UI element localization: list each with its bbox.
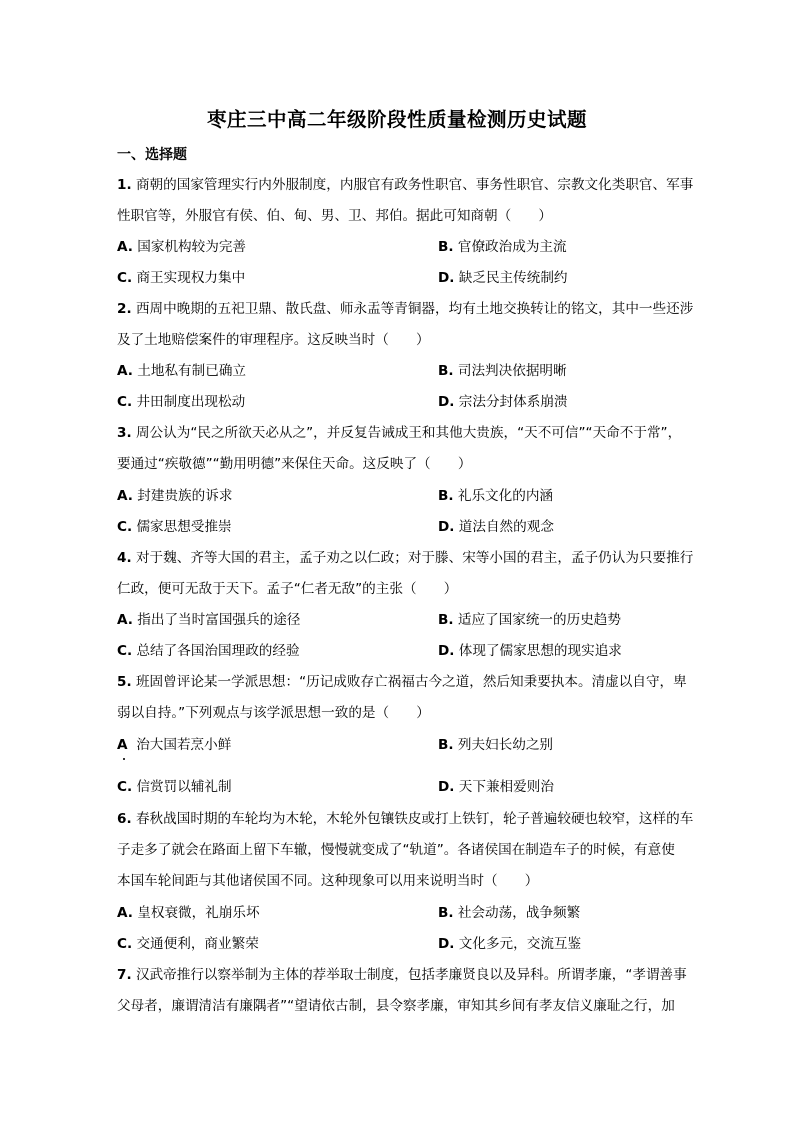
question-line xyxy=(117,418,707,449)
option-label: B. xyxy=(438,488,454,504)
option-label: A. xyxy=(117,612,133,628)
option-b[interactable] xyxy=(438,605,621,636)
option-label: A. xyxy=(117,239,133,255)
option-label: D. xyxy=(438,394,455,410)
question-line xyxy=(117,960,707,991)
question-1 xyxy=(117,170,707,232)
question-line xyxy=(117,543,707,574)
option-label: D. xyxy=(438,643,455,659)
option-c[interactable] xyxy=(117,263,245,294)
option-label: C. xyxy=(117,394,133,410)
option-text: 宗法分封体系崩溃 xyxy=(458,394,568,410)
section-heading: 一、选择题 xyxy=(117,147,187,163)
option-label: B. xyxy=(438,363,454,379)
option-b[interactable] xyxy=(438,356,567,387)
option-text: 儒家思想受推崇 xyxy=(136,519,232,535)
option-text: 交通便利，商业繁荣 xyxy=(136,936,259,952)
question-text: 汉武帝推行以察举制为主体的荐举取士制度，包括孝廉贤良以及异科。所谓孝廉，“孝谓善事 xyxy=(135,967,687,983)
option-text: 信赏罚以辅礼制 xyxy=(136,779,232,795)
option-label: A. xyxy=(117,363,133,379)
option-c[interactable] xyxy=(117,636,300,667)
option-b[interactable] xyxy=(438,898,580,929)
option-a[interactable] xyxy=(117,481,232,512)
option-a[interactable] xyxy=(117,730,231,761)
question-line xyxy=(117,804,707,835)
option-text: 列夫妇长幼之别 xyxy=(457,737,554,753)
question-line xyxy=(117,835,707,866)
question-line xyxy=(117,698,707,729)
question-text: 弱以自持。”下列观点与该学派思想一致的是（ ） xyxy=(117,705,430,721)
option-label: A xyxy=(117,737,128,753)
option-text: 治大国若烹小鲜 xyxy=(136,737,232,753)
option-text: 官僚政治成为主流 xyxy=(457,239,567,255)
option-c[interactable] xyxy=(117,512,232,543)
option-text: 封建贵族的诉求 xyxy=(137,488,233,504)
question-number: 1. xyxy=(117,177,132,193)
question-text: 班固曾评论某一学派思想：“历记成败存亡祸福古今之道，然后知秉要执本。清虚以自守，卑 xyxy=(135,674,687,690)
question-line xyxy=(117,449,707,480)
question-text: 周公认为“民之所欲天必从之”，并反复告诫成王和其他大贵族，“天不可信”“天命不于常”， xyxy=(135,425,682,441)
question-number: 7. xyxy=(117,967,132,983)
option-label: B. xyxy=(438,612,454,628)
question-text: 仁政，便可无敌于天下。孟子“仁者无敌”的主张（ ） xyxy=(117,581,458,597)
page-title: 枣庄三中高二年级阶段性质量检测历史试题 xyxy=(206,108,587,131)
option-label: C. xyxy=(117,779,133,795)
option-label: C. xyxy=(117,936,133,952)
question-line xyxy=(117,201,707,232)
question-line xyxy=(117,325,707,356)
question-4 xyxy=(117,543,707,605)
option-text: 井田制度出现松动 xyxy=(136,394,246,410)
option-a[interactable] xyxy=(117,898,260,929)
option-label: D. xyxy=(438,519,455,535)
question-text: 本国车轮间距与其他诸侯国不同。这种现象可以用来说明当时（ ） xyxy=(117,873,539,889)
option-text: 适应了国家统一的历史趋势 xyxy=(457,612,621,628)
question-number: 6. xyxy=(117,811,132,827)
option-text: 总结了各国治国理政的经验 xyxy=(136,643,300,659)
option-text: 社会动荡，战争频繁 xyxy=(457,905,581,921)
option-label: D. xyxy=(438,936,455,952)
question-2 xyxy=(117,294,707,356)
option-label: A. xyxy=(117,905,133,921)
option-label: C. xyxy=(117,270,133,286)
option-c[interactable] xyxy=(117,929,259,960)
option-text: 国家机构较为完善 xyxy=(137,239,247,255)
option-text: 天下兼相爱则治 xyxy=(458,779,554,795)
option-text: 土地私有制已确立 xyxy=(137,363,247,379)
option-label: A. xyxy=(117,488,133,504)
option-text: 指出了当时富国强兵的途径 xyxy=(137,612,301,628)
option-b[interactable] xyxy=(438,730,553,761)
question-7 xyxy=(117,960,707,1022)
option-d[interactable] xyxy=(438,387,568,418)
option-a[interactable] xyxy=(117,356,246,387)
question-text: 及了土地赔偿案件的审理程序。这反映当时（ ） xyxy=(117,332,430,348)
question-text: 对于魏、齐等大国的君主，孟子劝之以仁政；对于滕、宋等小国的君主，孟子仍认为只要推行 xyxy=(135,550,694,566)
option-label: B. xyxy=(438,905,454,921)
question-text: 商朝的国家管理实行内外服制度，内服官有政务性职官、事务性职官、宗教文化类职官、军事 xyxy=(135,177,694,193)
question-5 xyxy=(117,667,707,729)
question-number: 4. xyxy=(117,550,132,566)
option-text: 体现了儒家思想的现实追求 xyxy=(458,643,622,659)
question-number: 5. xyxy=(117,674,132,690)
option-label: D. xyxy=(438,270,455,286)
option-text: 文化多元，交流互鉴 xyxy=(458,936,582,952)
option-b[interactable] xyxy=(438,481,553,512)
question-line xyxy=(117,170,707,201)
option-d[interactable] xyxy=(438,512,554,543)
option-text: 司法判决依据明晰 xyxy=(457,363,567,379)
stray-dot xyxy=(123,758,125,760)
option-d[interactable] xyxy=(438,636,622,667)
question-number: 3. xyxy=(117,425,132,441)
option-d[interactable] xyxy=(438,929,581,960)
question-3 xyxy=(117,418,707,480)
question-line xyxy=(117,667,707,698)
option-text: 皇权衰微，礼崩乐坏 xyxy=(137,905,260,921)
question-line xyxy=(117,294,707,325)
question-6 xyxy=(117,804,707,897)
question-line xyxy=(117,991,707,1022)
question-text: 春秋战国时期的车轮均为木轮，木轮外包镶铁皮或打上铁钉，轮子普遍较硬也较窄，这样的车 xyxy=(135,811,694,827)
question-text: 性职官等，外服官有侯、伯、甸、男、卫、邦伯。据此可知商朝（ ） xyxy=(117,208,552,224)
question-text: 西周中晚期的五祀卫鼎、散氏盘、师永盂等青铜器，均有土地交换转让的铭文，其中一些还涉 xyxy=(135,301,694,317)
option-text: 缺乏民主传统制约 xyxy=(458,270,568,286)
option-label: B. xyxy=(438,239,454,255)
option-text: 礼乐文化的内涵 xyxy=(457,488,554,504)
question-text: 子走多了就会在路面上留下车辙，慢慢就变成了“轨道”。各诸侯国在制造车子的时候，有意使 xyxy=(117,842,675,858)
question-text: 父母者，廉谓清洁有廉隅者”“望请依古制，县令察孝廉，审知其乡间有孝友信义廉耻之行，加 xyxy=(117,998,675,1014)
option-label: C. xyxy=(117,643,133,659)
option-c[interactable] xyxy=(117,772,232,803)
option-text: 道法自然的观念 xyxy=(458,519,554,535)
option-d[interactable] xyxy=(438,263,568,294)
question-line xyxy=(117,574,707,605)
option-text: 商王实现权力集中 xyxy=(136,270,246,286)
question-line xyxy=(117,866,707,897)
option-label: C. xyxy=(117,519,133,535)
option-a[interactable] xyxy=(117,605,300,636)
option-d[interactable] xyxy=(438,772,554,803)
option-label: B. xyxy=(438,737,454,753)
question-number: 2. xyxy=(117,301,132,317)
option-label: D. xyxy=(438,779,455,795)
option-a[interactable] xyxy=(117,232,246,263)
question-text: 要通过“疾敬德”“勤用明德”来保住天命。这反映了（ ） xyxy=(117,456,472,472)
option-b[interactable] xyxy=(438,232,567,263)
option-c[interactable] xyxy=(117,387,245,418)
